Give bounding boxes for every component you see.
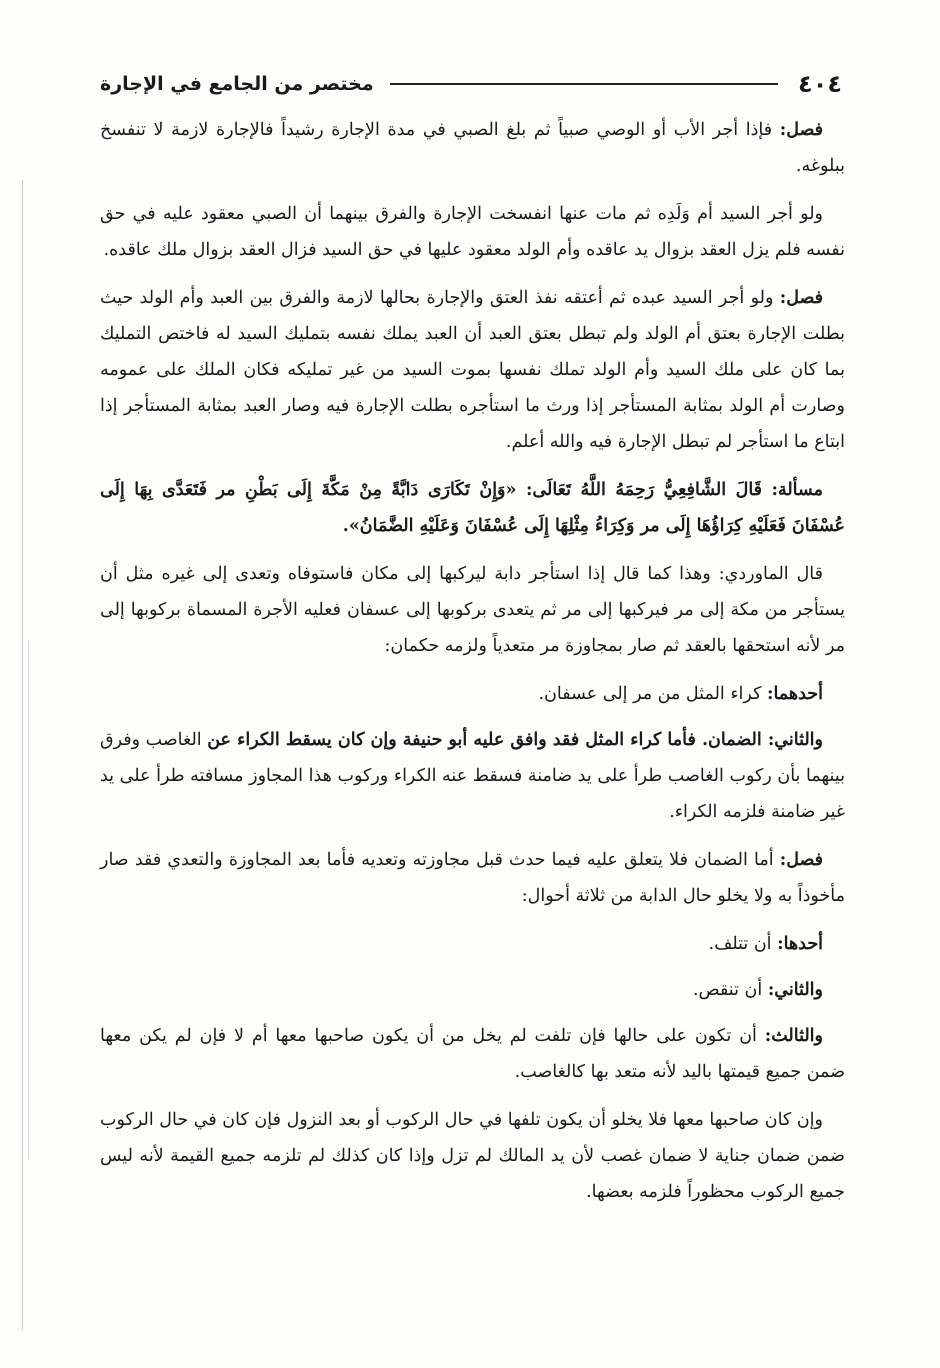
paragraph: [100, 556, 845, 664]
scan-edge-line: [28, 640, 29, 1160]
paragraph-lead: والثاني: الضمان. فأما كراء المثل فقد وافق عليه أبو حنيفة وإن كان يسقط الكراء عن: [207, 730, 823, 750]
running-title: مختصر من الجامع في الإجارة: [100, 73, 374, 95]
paragraph: [100, 196, 845, 268]
paragraph-lead: فصل:: [779, 120, 823, 140]
paragraph-text: «وَإِنْ تَكَارَى دَابَّةً مِنْ مَكَّةَ إِلَى بَطْنِ مر فَتَعَدَّى بِهَا إِلَى عُسْفَانَ فَعَلَيْهِ كِرَاؤُهَا إِلَى مر وَكِرَاءُ مِثْلِهَا إِلَى عُسْفَانَ وَعَلَيْهِ الضَّمَانُ».: [100, 480, 845, 536]
paragraph: [100, 722, 845, 830]
paragraph: [100, 676, 845, 712]
paragraph-text: أن تتلف.: [708, 934, 778, 954]
paragraph-text: أن تكون على حالها فإن تلفت لم يخل من أن يكون صاحبها معها أم لا فإن لم يكن معها ضمن جميع قيمتها باليد لأنه متعد بها كالغاصب.: [100, 1026, 845, 1082]
paragraph: [100, 1018, 845, 1090]
paragraph-lead: أحدها:: [777, 934, 823, 954]
paragraph-text: كراء المثل من مر إلى عسفان.: [538, 684, 767, 704]
header-rule: [390, 83, 778, 85]
paragraph-text: الغاصب وفرق بينهما بأن ركوب الغاصب طرأ على يد ضامنة فسقط عنه الكراء وركوب هذا المجاوز مسافته طرأ على يد غير ضامنة فلزمه الكراء.: [100, 730, 845, 822]
paragraph-lead: أحدهما:: [766, 684, 823, 704]
paragraph-text: فإذا أجر الأب أو الوصي صبياً ثم بلغ الصبي في مدة الإجارة رشيداً فالإجارة لازمة لا تنفسخ ببلوغه.: [100, 120, 845, 176]
paragraph: [100, 926, 845, 962]
paragraph-text: ولو أجر السيد أم وَلَدِه ثم مات عنها انفسخت الإجارة والفرق بينهما أن الصبي معقود عليه في حق نفسه فلم يزل العقد بزوال يد عاقده وأم الولد معقود عليها في حق السيد فزال العقد بزوال ملك عاقده.: [100, 204, 845, 260]
paragraph: [100, 112, 845, 184]
paragraph-text: قال الماوردي: وهذا كما قال إذا استأجر دابة ليركبها إلى مكان فاستوفاه وتعدى إلى غيره مثل أن يستأجر من مكة إلى مر فيركبها إلى مر ثم يتعدى بركوبها إلى عسفان فعليه الأجرة المسماة بركوبها إلى مر لأنه استحقها بالعقد ثم صار بمجاوزة مر متعدياً ولزمه حكمان:: [100, 564, 845, 656]
page-body: [100, 112, 845, 1222]
paragraph: [100, 972, 845, 1008]
paragraph-lead: مسألة: قَالَ الشَّافِعِيُّ رَحِمَهُ اللَّهُ تَعَالَى:: [525, 480, 823, 500]
page-number: ٤٠٤: [798, 70, 842, 98]
paragraph: [100, 280, 845, 460]
paragraph-lead: فصل:: [779, 850, 823, 870]
paragraph: [100, 842, 845, 914]
paragraph-text: ولو أجر السيد عبده ثم أعتقه نفذ العتق والإجارة بحالها لازمة والفرق بين العبد وأم الولد حيث بطلت الإجارة بعتق أم الولد ولم تبطل بعتق العبد أن العبد يملك نفسه بتمليك السيد له فاختص التمليك بما كان على ملك السيد وأم الولد تملك نفسها بموت السيد من غير تمليكه فكان الملك على عمومه وصارت أم الولد بمثابة المستأجر إذا ورث ما استأجره بطلت الإجارة فيه وصار العبد بمثابة المستأجر إذا ابتاع ما استأجر لم تبطل الإجارة فيه والله أعلم.: [100, 288, 845, 452]
running-header: [100, 64, 842, 104]
paragraph-lead: فصل:: [779, 288, 823, 308]
paragraph-lead: والثاني:: [767, 980, 823, 1000]
paragraph-text: وإن كان صاحبها معها فلا يخلو أن يكون تلفها في حال الركوب أو بعد النزول فإن كان في حال الركوب ضمن ضمان جناية لا ضمان غصب لأن يد المالك لم تزل وإذا كان كذلك لم تلزمه جميع القيمة لأنه ليس جميع الركوب محظوراً فلزمه بعضها.: [100, 1110, 845, 1202]
paragraph: [100, 472, 845, 544]
paragraph-text: أما الضمان فلا يتعلق عليه فيما حدث قبل مجاوزته وتعديه فأما بعد المجاوزة والتعدي فقد صار مأخوذاً به ولا يخلو حال الدابة من ثلاثة أحوال:: [100, 850, 845, 906]
scan-edge-line: [22, 180, 23, 1330]
paragraph-lead: والثالث:: [764, 1026, 823, 1046]
paragraph-text: أن تنقص.: [692, 980, 768, 1000]
paragraph: [100, 1102, 845, 1210]
